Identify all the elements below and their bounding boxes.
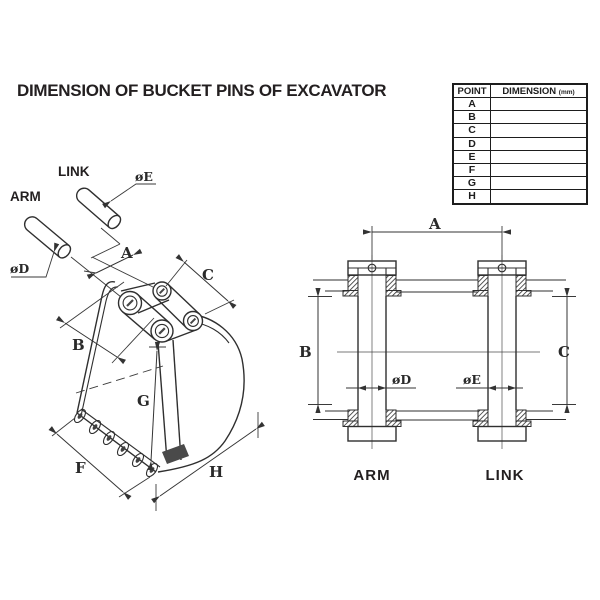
dia-e-label: øE (135, 169, 153, 184)
point-cell: A (453, 98, 491, 111)
dimension-b-left (60, 282, 154, 363)
dim-b-label: B (72, 336, 85, 354)
arm-pin-cylinder (22, 214, 73, 261)
dia-d-dimension (346, 372, 416, 391)
dimension-a-left (96, 244, 133, 273)
dim-c-label: C (558, 343, 570, 361)
dia-d-callout-left (10, 252, 54, 277)
point-cell: G (453, 177, 491, 190)
dim-g-label: G (137, 392, 150, 410)
dimension-b-right (299, 297, 332, 405)
point-cell: C (453, 124, 491, 137)
dia-e-callout-left (111, 169, 156, 201)
mounting-plates (313, 280, 566, 420)
dim-b-label: B (299, 343, 312, 361)
header-dimension-unit: (mm) (558, 88, 575, 96)
pins-cross-section-drawing (299, 215, 576, 484)
header-dimension-label: DIMENSION (502, 85, 557, 97)
dim-h-label: H (209, 463, 224, 481)
dim-f-label: F (75, 459, 86, 477)
link-pin-label: LINK (58, 164, 90, 179)
dim-a-label: A (429, 215, 441, 233)
dia-d-label: øD (392, 372, 412, 387)
page-title: DIMENSION OF BUCKET PINS OF EXCAVATOR (17, 81, 387, 100)
dim-c-label: C (202, 266, 214, 284)
dia-d-label: øD (10, 261, 30, 276)
point-cell: E (453, 150, 491, 163)
point-cell: H (453, 190, 491, 204)
header-point: POINT (453, 84, 491, 98)
arm-pin-label: ARM (10, 189, 41, 204)
bucket-assembly-drawing (10, 164, 258, 511)
point-cell: B (453, 111, 491, 124)
bucket-body (76, 282, 244, 472)
dimension-c-left (166, 260, 234, 314)
arm-section-label: ARM (353, 467, 391, 484)
point-cell: D (453, 137, 491, 150)
dimension-a-right (372, 215, 502, 260)
point-cell: F (453, 163, 491, 176)
dim-a-label: A (121, 244, 133, 262)
dimension-c-right (552, 297, 576, 405)
dia-e-dimension (456, 372, 523, 391)
link-pin-cylinder (74, 185, 123, 231)
dimension-g (137, 347, 166, 461)
link-section-label: LINK (485, 467, 525, 484)
dia-e-label: øE (463, 372, 481, 387)
